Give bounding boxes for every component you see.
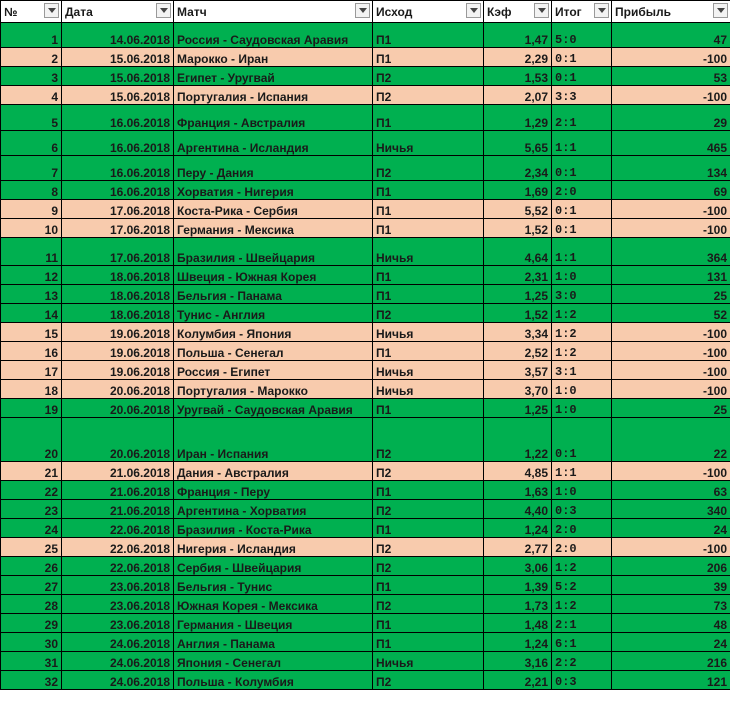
table-row[interactable] xyxy=(1,48,730,67)
cell-date[interactable]: 22.06.2018 xyxy=(62,557,174,576)
cell-profit[interactable]: 69 xyxy=(612,181,730,200)
cell-date[interactable]: 17.06.2018 xyxy=(62,219,174,238)
filter-dropdown-date[interactable] xyxy=(156,3,171,18)
cell-coef[interactable]: 3,06 xyxy=(484,557,552,576)
cell-date[interactable]: 19.06.2018 xyxy=(62,323,174,342)
cell-match[interactable]: Марокко - Иран xyxy=(174,48,373,67)
cell-date[interactable]: 23.06.2018 xyxy=(62,595,174,614)
table-row[interactable] xyxy=(1,86,730,105)
cell-outcome[interactable]: П1 xyxy=(373,399,484,418)
cell-match[interactable]: Сербия - Швейцария xyxy=(174,557,373,576)
cell-coef[interactable]: 3,57 xyxy=(484,361,552,380)
cell-result[interactable]: 1:0 xyxy=(552,380,612,399)
cell-num[interactable]: 4 xyxy=(1,86,62,105)
cell-date[interactable]: 24.06.2018 xyxy=(62,652,174,671)
cell-match[interactable]: Англия - Панама xyxy=(174,633,373,652)
cell-date[interactable]: 18.06.2018 xyxy=(62,266,174,285)
cell-profit[interactable]: -100 xyxy=(612,342,730,361)
cell-match[interactable]: Египет - Уругвай xyxy=(174,67,373,86)
cell-coef[interactable]: 1,48 xyxy=(484,614,552,633)
table-row[interactable] xyxy=(1,323,730,342)
cell-outcome[interactable]: Ничья xyxy=(373,238,484,266)
cell-coef[interactable]: 2,29 xyxy=(484,48,552,67)
cell-outcome[interactable]: П1 xyxy=(373,285,484,304)
table-row[interactable] xyxy=(1,156,730,181)
cell-num[interactable]: 5 xyxy=(1,105,62,131)
cell-num[interactable]: 21 xyxy=(1,462,62,481)
cell-match[interactable]: Германия - Швеция xyxy=(174,614,373,633)
table-row[interactable] xyxy=(1,219,730,238)
cell-date[interactable]: 22.06.2018 xyxy=(62,538,174,557)
cell-result[interactable]: 5:2 xyxy=(552,576,612,595)
cell-coef[interactable]: 1,25 xyxy=(484,285,552,304)
cell-result[interactable]: 0:1 xyxy=(552,219,612,238)
table-row[interactable] xyxy=(1,361,730,380)
chevron-down-icon xyxy=(48,8,56,13)
cell-num[interactable]: 7 xyxy=(1,156,62,181)
table-row[interactable] xyxy=(1,23,730,48)
cell-num[interactable]: 16 xyxy=(1,342,62,361)
table-body xyxy=(1,23,730,690)
table-row[interactable] xyxy=(1,519,730,538)
cell-result[interactable]: 3:3 xyxy=(552,86,612,105)
filter-dropdown-match[interactable] xyxy=(355,3,370,18)
cell-match[interactable]: Россия - Египет xyxy=(174,361,373,380)
cell-outcome[interactable]: П2 xyxy=(373,418,484,462)
filter-dropdown-outcome[interactable] xyxy=(466,3,481,18)
cell-date[interactable]: 18.06.2018 xyxy=(62,285,174,304)
cell-date[interactable]: 20.06.2018 xyxy=(62,399,174,418)
cell-result[interactable]: 1:1 xyxy=(552,462,612,481)
cell-match[interactable]: Перу - Дания xyxy=(174,156,373,181)
cell-result[interactable]: 0:3 xyxy=(552,671,612,690)
cell-outcome[interactable]: П2 xyxy=(373,462,484,481)
cell-date[interactable]: 17.06.2018 xyxy=(62,238,174,266)
cell-profit[interactable]: 22 xyxy=(612,418,730,462)
cell-num[interactable]: 20 xyxy=(1,418,62,462)
cell-result[interactable]: 3:1 xyxy=(552,361,612,380)
cell-num[interactable]: 17 xyxy=(1,361,62,380)
cell-profit[interactable]: 39 xyxy=(612,576,730,595)
cell-outcome[interactable]: П2 xyxy=(373,557,484,576)
cell-num[interactable]: 28 xyxy=(1,595,62,614)
cell-num[interactable]: 30 xyxy=(1,633,62,652)
cell-date[interactable]: 20.06.2018 xyxy=(62,380,174,399)
cell-profit[interactable]: 48 xyxy=(612,614,730,633)
cell-outcome[interactable]: П1 xyxy=(373,266,484,285)
filter-dropdown-profit[interactable] xyxy=(713,3,728,18)
cell-coef[interactable]: 1,25 xyxy=(484,399,552,418)
cell-match[interactable]: Коста-Рика - Сербия xyxy=(174,200,373,219)
cell-num[interactable]: 22 xyxy=(1,481,62,500)
cell-profit[interactable]: 73 xyxy=(612,595,730,614)
cell-profit[interactable]: 24 xyxy=(612,519,730,538)
filter-dropdown-num[interactable] xyxy=(44,3,59,18)
cell-coef[interactable]: 1,22 xyxy=(484,418,552,462)
cell-result[interactable]: 1:1 xyxy=(552,131,612,156)
cell-profit[interactable]: -100 xyxy=(612,200,730,219)
table-row[interactable] xyxy=(1,342,730,361)
cell-result[interactable]: 5:0 xyxy=(552,23,612,48)
cell-num[interactable]: 3 xyxy=(1,67,62,86)
cell-profit[interactable]: 53 xyxy=(612,67,730,86)
cell-coef[interactable]: 1,52 xyxy=(484,304,552,323)
cell-match[interactable]: Польша - Колумбия xyxy=(174,671,373,690)
cell-profit[interactable]: 29 xyxy=(612,105,730,131)
cell-match[interactable]: Швеция - Южная Корея xyxy=(174,266,373,285)
cell-match[interactable]: Иран - Испания xyxy=(174,418,373,462)
chevron-down-icon xyxy=(717,8,725,13)
cell-match[interactable]: Южная Корея - Мексика xyxy=(174,595,373,614)
cell-profit[interactable]: -100 xyxy=(612,380,730,399)
cell-profit[interactable]: -100 xyxy=(612,219,730,238)
cell-coef[interactable]: 3,70 xyxy=(484,380,552,399)
cell-result[interactable]: 1:2 xyxy=(552,304,612,323)
cell-date[interactable]: 22.06.2018 xyxy=(62,519,174,538)
chevron-down-icon xyxy=(359,8,367,13)
table-row[interactable] xyxy=(1,67,730,86)
table-row[interactable] xyxy=(1,595,730,614)
cell-coef[interactable]: 1,73 xyxy=(484,595,552,614)
cell-num[interactable]: 18 xyxy=(1,380,62,399)
cell-date[interactable]: 20.06.2018 xyxy=(62,418,174,462)
cell-profit[interactable]: -100 xyxy=(612,361,730,380)
cell-coef[interactable]: 1,63 xyxy=(484,481,552,500)
cell-coef[interactable]: 1,24 xyxy=(484,519,552,538)
cell-num[interactable]: 14 xyxy=(1,304,62,323)
cell-num[interactable]: 9 xyxy=(1,200,62,219)
cell-date[interactable]: 15.06.2018 xyxy=(62,48,174,67)
cell-profit[interactable]: 25 xyxy=(612,399,730,418)
cell-coef[interactable]: 2,34 xyxy=(484,156,552,181)
cell-date[interactable]: 24.06.2018 xyxy=(62,633,174,652)
header-match-label: Матч xyxy=(177,4,207,19)
cell-date[interactable]: 16.06.2018 xyxy=(62,156,174,181)
cell-outcome[interactable]: Ничья xyxy=(373,380,484,399)
cell-result[interactable]: 0:1 xyxy=(552,156,612,181)
cell-date[interactable]: 21.06.2018 xyxy=(62,462,174,481)
cell-result[interactable]: 1:2 xyxy=(552,595,612,614)
cell-profit[interactable]: 63 xyxy=(612,481,730,500)
cell-coef[interactable]: 3,16 xyxy=(484,652,552,671)
cell-outcome[interactable]: П2 xyxy=(373,156,484,181)
table-row[interactable] xyxy=(1,538,730,557)
cell-match[interactable]: Уругвай - Саудовская Аравия xyxy=(174,399,373,418)
table-row[interactable] xyxy=(1,399,730,418)
cell-result[interactable]: 2:1 xyxy=(552,614,612,633)
cell-outcome[interactable]: П2 xyxy=(373,538,484,557)
filter-dropdown-result[interactable] xyxy=(594,3,609,18)
table-row[interactable] xyxy=(1,481,730,500)
cell-num[interactable]: 25 xyxy=(1,538,62,557)
cell-outcome[interactable]: П1 xyxy=(373,23,484,48)
cell-result[interactable]: 1:2 xyxy=(552,557,612,576)
cell-date[interactable]: 23.06.2018 xyxy=(62,576,174,595)
cell-date[interactable]: 16.06.2018 xyxy=(62,181,174,200)
cell-match[interactable]: Франция - Австралия xyxy=(174,105,373,131)
cell-coef[interactable]: 2,77 xyxy=(484,538,552,557)
cell-num[interactable]: 12 xyxy=(1,266,62,285)
cell-date[interactable]: 18.06.2018 xyxy=(62,304,174,323)
filter-dropdown-coef[interactable] xyxy=(534,3,549,18)
header-result-label: Итог xyxy=(555,4,582,19)
cell-match[interactable]: Бельгия - Тунис xyxy=(174,576,373,595)
header-outcome-label: Исход xyxy=(376,4,413,19)
cell-profit[interactable]: 465 xyxy=(612,131,730,156)
header-row xyxy=(1,1,730,23)
cell-date[interactable]: 16.06.2018 xyxy=(62,105,174,131)
cell-num[interactable]: 23 xyxy=(1,500,62,519)
cell-outcome[interactable]: П2 xyxy=(373,304,484,323)
cell-coef[interactable]: 1,52 xyxy=(484,219,552,238)
cell-outcome[interactable]: П1 xyxy=(373,519,484,538)
cell-profit[interactable]: -100 xyxy=(612,462,730,481)
cell-coef[interactable]: 2,31 xyxy=(484,266,552,285)
cell-date[interactable]: 19.06.2018 xyxy=(62,342,174,361)
cell-profit[interactable]: 131 xyxy=(612,266,730,285)
cell-coef[interactable]: 4,40 xyxy=(484,500,552,519)
cell-num[interactable]: 32 xyxy=(1,671,62,690)
cell-profit[interactable]: 52 xyxy=(612,304,730,323)
cell-result[interactable]: 2:2 xyxy=(552,652,612,671)
cell-outcome[interactable]: П2 xyxy=(373,671,484,690)
cell-coef[interactable]: 1,29 xyxy=(484,105,552,131)
cell-num[interactable]: 6 xyxy=(1,131,62,156)
cell-outcome[interactable]: П2 xyxy=(373,500,484,519)
header-coef-label: Кэф xyxy=(487,4,512,19)
cell-profit[interactable]: 340 xyxy=(612,500,730,519)
cell-outcome[interactable]: Ничья xyxy=(373,131,484,156)
header-date xyxy=(62,1,174,23)
table-row[interactable] xyxy=(1,462,730,481)
cell-coef[interactable]: 5,52 xyxy=(484,200,552,219)
cell-profit[interactable]: -100 xyxy=(612,48,730,67)
cell-result[interactable]: 0:3 xyxy=(552,500,612,519)
cell-coef[interactable]: 1,24 xyxy=(484,633,552,652)
header-coef xyxy=(484,1,552,23)
cell-match[interactable]: Япония - Сенегал xyxy=(174,652,373,671)
cell-outcome[interactable]: П2 xyxy=(373,595,484,614)
cell-outcome[interactable]: Ничья xyxy=(373,361,484,380)
cell-coef[interactable]: 1,39 xyxy=(484,576,552,595)
cell-outcome[interactable]: П1 xyxy=(373,219,484,238)
chevron-down-icon xyxy=(160,8,168,13)
cell-result[interactable]: 1:0 xyxy=(552,399,612,418)
table-row[interactable] xyxy=(1,238,730,266)
cell-num[interactable]: 15 xyxy=(1,323,62,342)
cell-result[interactable]: 0:1 xyxy=(552,200,612,219)
cell-outcome[interactable]: Ничья xyxy=(373,323,484,342)
cell-num[interactable]: 11 xyxy=(1,238,62,266)
cell-num[interactable]: 10 xyxy=(1,219,62,238)
cell-profit[interactable]: 364 xyxy=(612,238,730,266)
cell-outcome[interactable]: П2 xyxy=(373,86,484,105)
header-date-label: Дата xyxy=(65,4,93,19)
cell-date[interactable]: 24.06.2018 xyxy=(62,671,174,690)
cell-profit[interactable]: 121 xyxy=(612,671,730,690)
cell-result[interactable]: 1:1 xyxy=(552,238,612,266)
cell-result[interactable]: 2:1 xyxy=(552,105,612,131)
cell-profit[interactable]: 47 xyxy=(612,23,730,48)
table-row[interactable] xyxy=(1,131,730,156)
table-row[interactable] xyxy=(1,614,730,633)
cell-num[interactable]: 13 xyxy=(1,285,62,304)
cell-outcome[interactable]: П1 xyxy=(373,481,484,500)
cell-result[interactable]: 0:1 xyxy=(552,48,612,67)
cell-num[interactable]: 27 xyxy=(1,576,62,595)
cell-num[interactable]: 29 xyxy=(1,614,62,633)
cell-profit[interactable]: 206 xyxy=(612,557,730,576)
table-row[interactable] xyxy=(1,576,730,595)
table-row[interactable] xyxy=(1,671,730,690)
cell-date[interactable]: 21.06.2018 xyxy=(62,500,174,519)
table-row[interactable] xyxy=(1,181,730,200)
cell-result[interactable]: 1:2 xyxy=(552,323,612,342)
cell-date[interactable]: 14.06.2018 xyxy=(62,23,174,48)
cell-num[interactable]: 1 xyxy=(1,23,62,48)
cell-match[interactable]: Германия - Мексика xyxy=(174,219,373,238)
cell-outcome[interactable]: П1 xyxy=(373,105,484,131)
cell-result[interactable]: 2:0 xyxy=(552,519,612,538)
cell-coef[interactable]: 3,34 xyxy=(484,323,552,342)
cell-date[interactable]: 15.06.2018 xyxy=(62,67,174,86)
cell-match[interactable]: Бельгия - Панама xyxy=(174,285,373,304)
cell-result[interactable]: 6:1 xyxy=(552,633,612,652)
cell-result[interactable]: 0:1 xyxy=(552,418,612,462)
cell-num[interactable]: 31 xyxy=(1,652,62,671)
header-profit-label: Прибыль xyxy=(615,4,671,19)
cell-profit[interactable]: 25 xyxy=(612,285,730,304)
header-profit xyxy=(612,1,730,23)
cell-match[interactable]: Бразилия - Швейцария xyxy=(174,238,373,266)
table-row[interactable] xyxy=(1,633,730,652)
cell-num[interactable]: 24 xyxy=(1,519,62,538)
cell-match[interactable]: Дания - Австралия xyxy=(174,462,373,481)
header-num xyxy=(1,1,62,23)
cell-profit[interactable]: 24 xyxy=(612,633,730,652)
table-row[interactable] xyxy=(1,557,730,576)
table-row[interactable] xyxy=(1,418,730,462)
cell-outcome[interactable]: П1 xyxy=(373,181,484,200)
cell-result[interactable]: 0:1 xyxy=(552,67,612,86)
table-row[interactable] xyxy=(1,200,730,219)
table-row[interactable] xyxy=(1,500,730,519)
cell-coef[interactable]: 4,64 xyxy=(484,238,552,266)
cell-date[interactable]: 15.06.2018 xyxy=(62,86,174,105)
cell-match[interactable]: Аргентина - Исландия xyxy=(174,131,373,156)
cell-match[interactable]: Нигерия - Исландия xyxy=(174,538,373,557)
table-row[interactable] xyxy=(1,266,730,285)
cell-num[interactable]: 2 xyxy=(1,48,62,67)
cell-match[interactable]: Аргентина - Хорватия xyxy=(174,500,373,519)
cell-match[interactable]: Россия - Саудовская Аравия xyxy=(174,23,373,48)
cell-coef[interactable]: 1,53 xyxy=(484,67,552,86)
cell-coef[interactable]: 1,47 xyxy=(484,23,552,48)
cell-coef[interactable]: 4,85 xyxy=(484,462,552,481)
cell-result[interactable]: 2:0 xyxy=(552,538,612,557)
cell-profit[interactable]: -100 xyxy=(612,538,730,557)
cell-num[interactable]: 26 xyxy=(1,557,62,576)
cell-result[interactable]: 1:0 xyxy=(552,481,612,500)
cell-outcome[interactable]: П1 xyxy=(373,633,484,652)
cell-outcome[interactable]: П1 xyxy=(373,614,484,633)
cell-coef[interactable]: 2,21 xyxy=(484,671,552,690)
cell-num[interactable]: 8 xyxy=(1,181,62,200)
cell-profit[interactable]: 216 xyxy=(612,652,730,671)
header-num-label: № xyxy=(4,4,18,19)
cell-date[interactable]: 23.06.2018 xyxy=(62,614,174,633)
cell-match[interactable]: Франция - Перу xyxy=(174,481,373,500)
table-row[interactable] xyxy=(1,652,730,671)
cell-match[interactable]: Колумбия - Япония xyxy=(174,323,373,342)
table-row[interactable] xyxy=(1,304,730,323)
cell-result[interactable]: 1:0 xyxy=(552,266,612,285)
cell-outcome[interactable]: П1 xyxy=(373,200,484,219)
cell-profit[interactable]: -100 xyxy=(612,323,730,342)
chevron-down-icon xyxy=(598,8,606,13)
cell-profit[interactable]: -100 xyxy=(612,86,730,105)
cell-coef[interactable]: 2,52 xyxy=(484,342,552,361)
cell-date[interactable]: 19.06.2018 xyxy=(62,361,174,380)
cell-result[interactable]: 2:0 xyxy=(552,181,612,200)
cell-outcome[interactable]: П2 xyxy=(373,67,484,86)
cell-outcome[interactable]: П1 xyxy=(373,342,484,361)
cell-match[interactable]: Бразилия - Коста-Рика xyxy=(174,519,373,538)
cell-match[interactable]: Хорватия - Нигерия xyxy=(174,181,373,200)
cell-coef[interactable]: 2,07 xyxy=(484,86,552,105)
table-row[interactable] xyxy=(1,285,730,304)
cell-match[interactable]: Португалия - Испания xyxy=(174,86,373,105)
cell-match[interactable]: Польша - Сенегал xyxy=(174,342,373,361)
cell-date[interactable]: 16.06.2018 xyxy=(62,131,174,156)
header-result xyxy=(552,1,612,23)
cell-date[interactable]: 17.06.2018 xyxy=(62,200,174,219)
cell-outcome[interactable]: П1 xyxy=(373,48,484,67)
table-row[interactable] xyxy=(1,380,730,399)
header-match xyxy=(174,1,373,23)
cell-coef[interactable]: 1,69 xyxy=(484,181,552,200)
chevron-down-icon xyxy=(470,8,478,13)
cell-match[interactable]: Португалия - Марокко xyxy=(174,380,373,399)
header-outcome xyxy=(373,1,484,23)
cell-outcome[interactable]: П1 xyxy=(373,576,484,595)
cell-result[interactable]: 1:2 xyxy=(552,342,612,361)
chevron-down-icon xyxy=(538,8,546,13)
cell-date[interactable]: 21.06.2018 xyxy=(62,481,174,500)
cell-outcome[interactable]: Ничья xyxy=(373,652,484,671)
cell-match[interactable]: Тунис - Англия xyxy=(174,304,373,323)
table-row[interactable] xyxy=(1,105,730,131)
cell-result[interactable]: 3:0 xyxy=(552,285,612,304)
cell-profit[interactable]: 134 xyxy=(612,156,730,181)
cell-num[interactable]: 19 xyxy=(1,399,62,418)
cell-coef[interactable]: 5,65 xyxy=(484,131,552,156)
